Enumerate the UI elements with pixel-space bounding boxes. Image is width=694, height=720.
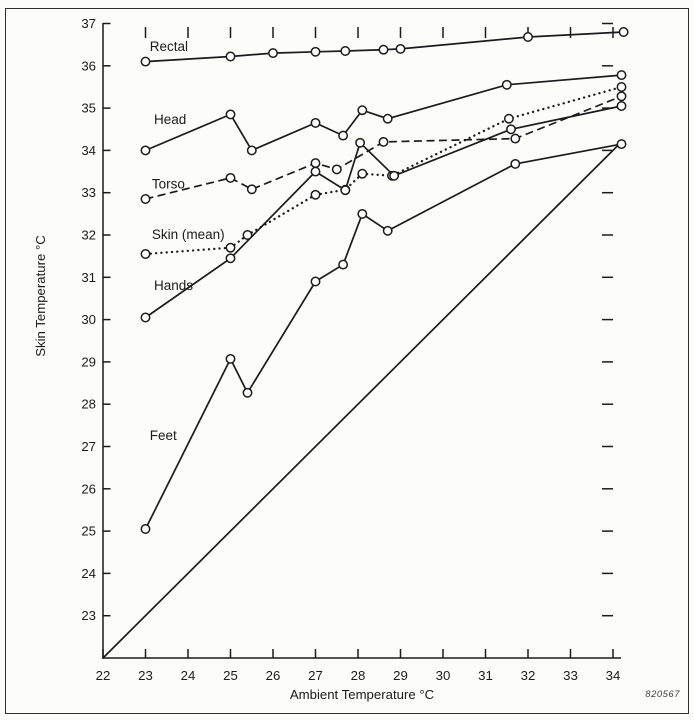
data-point xyxy=(396,45,404,53)
data-point xyxy=(358,170,366,178)
data-point xyxy=(511,134,519,142)
series-label-feet: Feet xyxy=(149,428,177,444)
x-tick-label: 33 xyxy=(563,668,578,683)
series-markers-rectal xyxy=(141,28,628,66)
x-tick-label: 23 xyxy=(138,668,153,683)
data-point xyxy=(617,71,625,79)
x-tick-label: 25 xyxy=(223,668,238,683)
data-point xyxy=(356,139,364,147)
data-point xyxy=(507,125,515,133)
x-tick-label: 29 xyxy=(393,668,408,683)
data-point xyxy=(141,525,149,533)
data-point xyxy=(505,115,513,123)
data-point xyxy=(617,102,625,110)
x-tick-label: 34 xyxy=(605,668,621,683)
y-tick-label: 29 xyxy=(81,354,96,370)
series-label-rectal: Rectal xyxy=(149,38,189,54)
series-label-head: Head xyxy=(154,112,187,128)
y-tick-label: 35 xyxy=(81,100,96,116)
x-tick-label: 30 xyxy=(435,668,451,683)
data-point xyxy=(141,313,149,321)
data-point xyxy=(141,195,149,203)
series-label-skin-mean: Skin (mean) xyxy=(151,227,225,243)
y-axis-title: Skin Temperature °C xyxy=(33,235,48,357)
data-point xyxy=(311,159,319,167)
data-point xyxy=(390,172,398,180)
y-tick-label: 27 xyxy=(81,439,96,454)
data-point xyxy=(248,185,256,193)
data-point xyxy=(311,119,319,127)
data-point xyxy=(511,160,519,168)
figure-code: 820567 xyxy=(645,689,680,700)
data-point xyxy=(226,355,234,363)
data-point xyxy=(524,33,532,41)
data-point xyxy=(243,389,251,397)
y-tick-label: 26 xyxy=(81,481,96,497)
y-tick-label: 36 xyxy=(81,58,96,74)
x-tick-label: 26 xyxy=(265,668,281,683)
x-axis-title: Ambient Temperature °C xyxy=(289,687,435,702)
data-point xyxy=(141,250,149,258)
y-tick-label: 34 xyxy=(81,142,96,158)
y-tick-label: 33 xyxy=(81,185,96,201)
data-point xyxy=(226,52,234,60)
data-point xyxy=(339,131,347,139)
data-point xyxy=(341,186,349,194)
data-point xyxy=(311,191,319,199)
series-line-ambient-identity-line xyxy=(103,142,622,658)
data-point xyxy=(503,81,511,89)
y-tick-label: 37 xyxy=(81,16,96,31)
data-point xyxy=(358,210,366,218)
x-tick-label: 22 xyxy=(95,668,111,683)
series-markers-feet xyxy=(141,140,625,533)
data-point xyxy=(311,167,319,175)
y-tick-label: 28 xyxy=(81,396,96,412)
x-tick-label: 31 xyxy=(478,668,493,683)
data-point xyxy=(226,244,234,252)
data-point xyxy=(617,83,625,91)
data-point xyxy=(226,254,234,262)
data-point xyxy=(141,146,149,154)
x-tick-label: 27 xyxy=(308,668,323,683)
data-point xyxy=(341,47,349,55)
y-tick-label: 32 xyxy=(81,227,96,243)
series-line-feet xyxy=(146,144,622,529)
series-markers-hands xyxy=(141,102,625,322)
y-tick-label: 23 xyxy=(81,608,96,624)
data-point xyxy=(379,138,387,146)
y-tick-label: 25 xyxy=(81,523,96,539)
data-point xyxy=(269,49,277,57)
data-point xyxy=(384,115,392,123)
data-point xyxy=(339,260,347,268)
y-tick-label: 31 xyxy=(81,269,96,285)
data-point xyxy=(384,227,392,235)
data-point xyxy=(226,174,234,182)
data-point xyxy=(333,165,341,173)
x-tick-label: 32 xyxy=(520,668,536,683)
series-label-torso: Torso xyxy=(151,176,185,192)
x-tick-label: 28 xyxy=(350,668,366,683)
series-label-hands: Hands xyxy=(154,277,194,293)
data-point xyxy=(311,277,319,285)
series-line-torso xyxy=(146,96,622,199)
data-point xyxy=(243,231,251,239)
data-point xyxy=(311,48,319,56)
data-point xyxy=(141,57,149,65)
data-point xyxy=(226,110,234,118)
data-point xyxy=(358,106,366,114)
y-tick-label: 24 xyxy=(81,565,96,581)
y-tick-label: 30 xyxy=(81,312,96,328)
data-point xyxy=(619,28,627,36)
series-markers-torso xyxy=(141,92,625,203)
x-tick-label: 24 xyxy=(180,668,196,683)
data-point xyxy=(379,46,387,54)
axis-labels xyxy=(33,16,620,702)
data-point xyxy=(617,140,625,148)
data-point xyxy=(617,92,625,100)
data-point xyxy=(248,146,256,154)
